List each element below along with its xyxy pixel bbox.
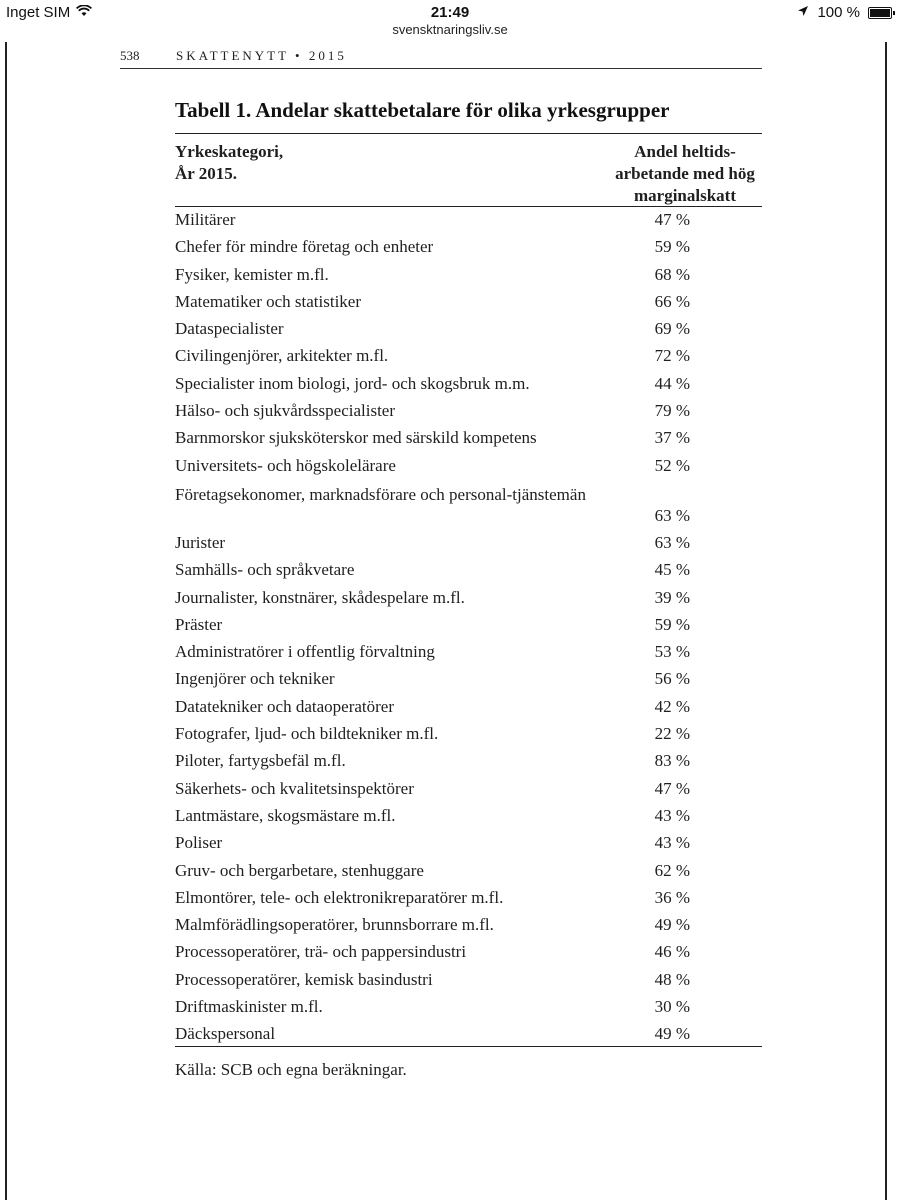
row-value: 42 % [654,696,690,716]
row-value: 59 % [654,237,690,257]
row-category: Hälso- och sjukvårdsspecialister [175,401,395,421]
table-row [175,803,762,830]
table-row [175,234,762,261]
row-category: Dataspecialister [175,319,284,339]
table-row [175,316,762,343]
row-category: Civilingenjörer, arkitekter m.fl. [175,346,389,366]
row-value: 39 % [654,587,690,607]
page-header [120,46,762,69]
table-row [175,262,762,289]
row-category: Gruv- och bergarbetare, stenhuggare [175,860,424,880]
row-category: Företagsekonomer, marknadsförare och personal-tjänstemän [175,484,586,504]
row-category: Malmförädlingsoperatörer, brunnsborrare m.fl. [175,915,494,935]
row-value: 59 % [654,614,690,634]
row-category: Matematiker och statistiker [175,291,361,311]
row-value: 43 % [654,833,690,853]
table-row [175,585,762,612]
row-category: Barnmorskor sjuksköterskor med särskild kompetens [175,428,537,448]
address-bar[interactable]: svensktnaringsliv.se [392,22,508,37]
row-value: 44 % [654,373,690,393]
column-header-category-line1: Yrkeskategori, [175,142,284,161]
row-value: 79 % [654,401,690,421]
row-value: 63 % [654,532,690,552]
row-value: 83 % [654,751,690,771]
row-value: 37 % [654,428,690,448]
table-row [175,885,762,912]
page-edge-right [885,42,887,1200]
journal-title: SKATTENYTT • 2015 [176,48,347,63]
row-value: 22 % [654,724,690,744]
row-value: 72 % [654,346,690,366]
table-row [175,912,762,939]
table-row [175,425,762,452]
row-category: Jurister [175,532,226,552]
table-row [175,453,762,480]
table-bottom-rule [175,1046,762,1047]
battery-percentage: 100 % [817,4,860,21]
row-category: Piloter, fartygsbefäl m.fl. [175,751,346,771]
table-row [175,398,762,425]
table-top-rule [175,133,762,134]
row-category: Elmontörer, tele- och elektronikreparatörer m.fl. [175,887,504,907]
row-value: 56 % [654,669,690,689]
table-row [175,994,762,1021]
table-row [175,343,762,370]
column-header-share [565,141,805,207]
table-row [175,967,762,994]
row-value: 49 % [654,915,690,935]
page-number: 538 [120,48,140,63]
row-value: 46 % [654,942,690,962]
column-header-category [175,141,283,185]
table-row [175,776,762,803]
row-category: Fysiker, kemister m.fl. [175,264,329,284]
page-edge-left [5,42,7,1200]
column-header-share-line2: arbetande med hög [615,164,755,183]
row-value: 62 % [654,860,690,880]
row-category: Processoperatörer, kemisk basindustri [175,969,433,989]
table-row [175,694,762,721]
row-category: Chefer för mindre företag och enheter [175,237,434,257]
row-category: Administratörer i offentlig förvaltning [175,642,435,662]
row-category: Driftmaskinister m.fl. [175,997,323,1017]
row-value: 30 % [654,997,690,1017]
row-value: 43 % [654,805,690,825]
table-row [175,639,762,666]
row-category: Säkerhets- och kvalitetsinspektörer [175,778,414,798]
table-row [175,830,762,857]
table-title: Tabell 1. Andelar skattebetalare för olika yrkesgrupper [175,98,670,122]
table-row [175,939,762,966]
row-value: 47 % [654,778,690,798]
table-row [175,1021,762,1048]
row-category: Specialister inom biologi, jord- och skogsbruk m.m. [175,373,530,393]
row-category: Processoperatörer, trä- och pappersindustri [175,942,467,962]
row-category: Universitets- och högskolelärare [175,455,396,475]
table-source-note: Källa: SCB och egna beräkningar. [175,1060,407,1079]
row-category: Poliser [175,833,223,853]
row-category: Däckspersonal [175,1024,276,1044]
location-icon [797,4,809,21]
row-category: Journalister, konstnärer, skådespelare m.fl. [175,587,465,607]
row-category: Datatekniker och dataoperatörer [175,696,394,716]
table-row [175,371,762,398]
table-row [175,480,762,530]
table-row [175,612,762,639]
carrier-label: Inget SIM [6,4,71,21]
row-value: 52 % [654,455,690,475]
row-category: Ingenjörer och tekniker [175,669,335,689]
row-value: 45 % [654,560,690,580]
table-row [175,289,762,316]
row-category: Präster [175,614,223,634]
table-body [175,207,762,1049]
table-row [175,748,762,775]
row-value: 66 % [654,291,690,311]
row-value: 49 % [654,1024,690,1044]
clock: 21:49 [430,4,470,21]
table-row [175,858,762,885]
row-category: Samhälls- och språkvetare [175,560,355,580]
row-value: 69 % [654,319,690,339]
column-header-share-line1: Andel heltids- [634,142,736,161]
column-header-share-line3: marginalskatt [634,186,736,205]
row-value: 48 % [654,969,690,989]
row-value: 36 % [654,887,690,907]
table-row [175,207,762,234]
row-category: Militärer [175,210,236,229]
table-row [175,530,762,557]
column-header-category-line2: År 2015. [175,164,238,183]
row-value: 68 % [654,264,690,284]
battery-icon [868,7,892,19]
row-value: 63 % [654,505,690,525]
status-right [797,4,892,21]
table-row [175,721,762,748]
row-value: 53 % [654,642,690,662]
table-row [175,557,762,584]
table-row [175,666,762,693]
row-value: 47 % [654,210,690,229]
row-category: Fotografer, ljud- och bildtekniker m.fl. [175,724,439,744]
row-category: Lantmästare, skogsmästare m.fl. [175,805,396,825]
